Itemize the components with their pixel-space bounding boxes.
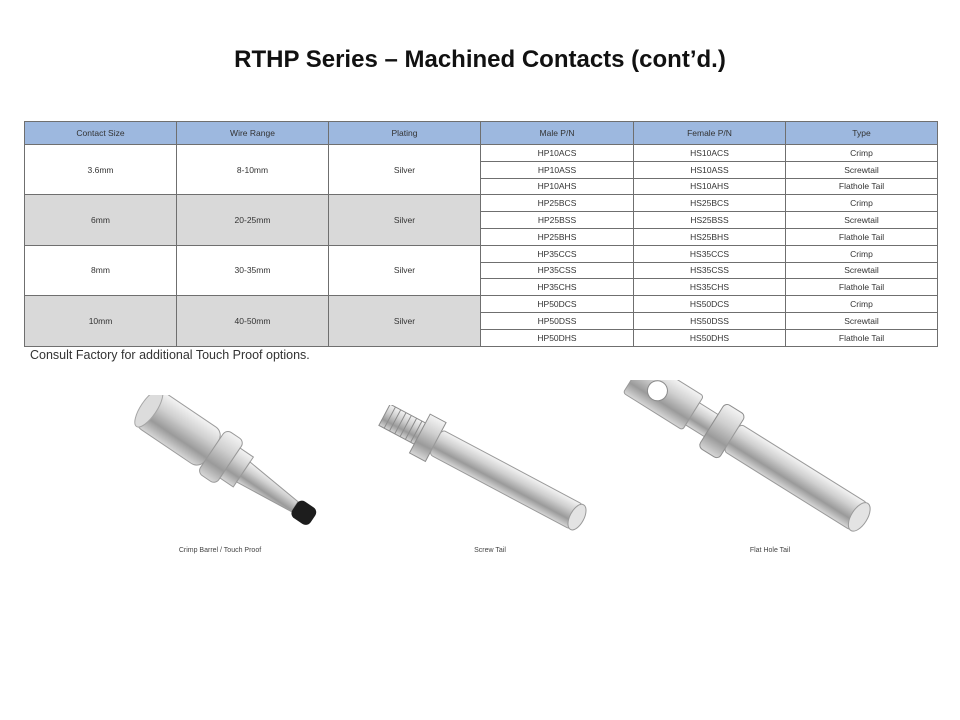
cell-female-pn: HS35CHS	[634, 279, 786, 296]
crimp-barrel-contact-photo	[115, 395, 355, 545]
cell-type: Crimp	[786, 195, 938, 212]
cell-female-pn: HS10ASS	[634, 161, 786, 178]
contacts-spec-table	[24, 121, 938, 347]
cell-female-pn: HS50DCS	[634, 296, 786, 313]
cell-female-pn: HS25BHS	[634, 228, 786, 245]
cell-female-pn: HS25BCS	[634, 195, 786, 212]
cell-male-pn: HP25BHS	[481, 228, 634, 245]
cell-male-pn: HP50DSS	[481, 312, 634, 329]
cell-contact-size: 10mm	[25, 296, 177, 346]
cell-wire-range: 40-50mm	[177, 296, 329, 346]
cell-female-pn: HS35CCS	[634, 245, 786, 262]
cell-type: Flathole Tail	[786, 279, 938, 296]
table-row	[25, 195, 938, 212]
cell-plating: Silver	[329, 245, 481, 295]
table-row	[25, 296, 938, 313]
cell-female-pn: HS35CSS	[634, 262, 786, 279]
cell-type: Flathole Tail	[786, 178, 938, 195]
cell-male-pn: HP25BSS	[481, 212, 634, 229]
header-plating: Plating	[329, 122, 481, 145]
screw-tail-contact-photo	[360, 405, 610, 545]
cell-male-pn: HP35CSS	[481, 262, 634, 279]
flat-hole-tail-contact-photo	[595, 380, 895, 545]
cell-type: Screwtail	[786, 312, 938, 329]
slide-title: RTHP Series – Machined Contacts (cont’d.)	[234, 46, 726, 73]
cell-wire-range: 8-10mm	[177, 145, 329, 195]
cell-type: Crimp	[786, 145, 938, 162]
cell-type: Screwtail	[786, 161, 938, 178]
cell-contact-size: 8mm	[25, 245, 177, 295]
header-contact-size: Contact Size	[25, 122, 177, 145]
cell-type: Crimp	[786, 245, 938, 262]
caption-screw-tail: Screw Tail	[474, 547, 506, 554]
cell-type: Flathole Tail	[786, 329, 938, 346]
cell-type: Crimp	[786, 296, 938, 313]
cell-female-pn: HS25BSS	[634, 212, 786, 229]
header-type: Type	[786, 122, 938, 145]
cell-male-pn: HP25BCS	[481, 195, 634, 212]
caption-crimp-barrel: Crimp Barrel / Touch Proof	[178, 547, 262, 554]
cell-type: Screwtail	[786, 212, 938, 229]
cell-male-pn: HP50DHS	[481, 329, 634, 346]
table-row	[25, 145, 938, 162]
cell-plating: Silver	[329, 145, 481, 195]
cell-male-pn: HP10ACS	[481, 145, 634, 162]
header-male-pn: Male P/N	[481, 122, 634, 145]
cell-female-pn: HS50DSS	[634, 312, 786, 329]
cell-contact-size: 6mm	[25, 195, 177, 245]
cell-male-pn: HP10AHS	[481, 178, 634, 195]
cell-wire-range: 30-35mm	[177, 245, 329, 295]
cell-male-pn: HP35CCS	[481, 245, 634, 262]
cell-female-pn: HS50DHS	[634, 329, 786, 346]
cell-male-pn: HP50DCS	[481, 296, 634, 313]
header-wire-range: Wire Range	[177, 122, 329, 145]
cell-plating: Silver	[329, 296, 481, 346]
cell-plating: Silver	[329, 195, 481, 245]
cell-female-pn: HS10ACS	[634, 145, 786, 162]
table-header-row	[25, 122, 938, 145]
footnote: Consult Factory for additional Touch Proof options.	[30, 348, 310, 362]
cell-male-pn: HP10ASS	[481, 161, 634, 178]
cell-type: Screwtail	[786, 262, 938, 279]
caption-flat-hole-tail: Flat Hole Tail	[749, 547, 791, 554]
cell-male-pn: HP35CHS	[481, 279, 634, 296]
cell-contact-size: 3.6mm	[25, 145, 177, 195]
header-female-pn: Female P/N	[634, 122, 786, 145]
cell-type: Flathole Tail	[786, 228, 938, 245]
cell-female-pn: HS10AHS	[634, 178, 786, 195]
cell-wire-range: 20-25mm	[177, 195, 329, 245]
table-row	[25, 245, 938, 262]
